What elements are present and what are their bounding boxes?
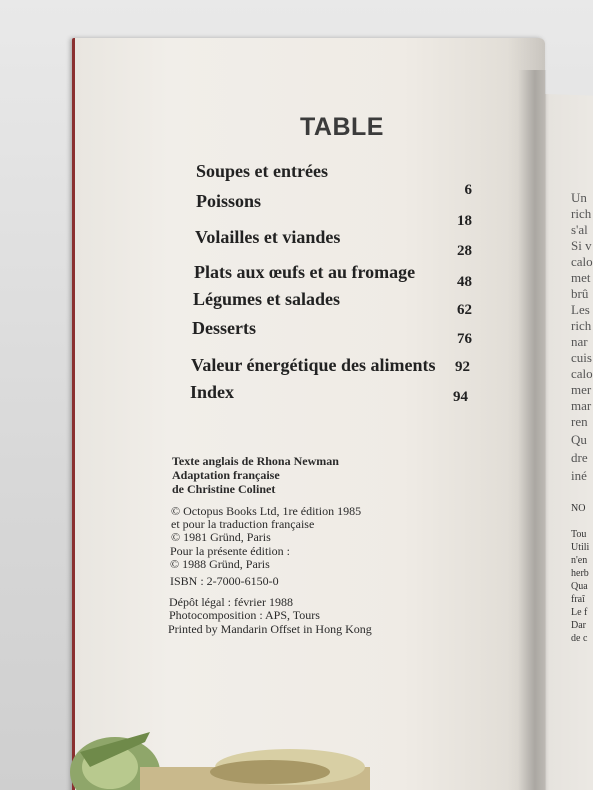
toc-page-number: 28 — [457, 243, 472, 259]
right-page-text: ren — [571, 414, 588, 429]
credit-line: Printed by Mandarin Offset in Hong Kong — [168, 622, 372, 636]
credit-line: © Octopus Books Ltd, 1re édition 1985 — [171, 504, 362, 518]
credit-line: et pour la traduction française — [171, 517, 315, 531]
right-page-text: met — [571, 270, 591, 285]
toc-page-number: 6 — [464, 182, 472, 198]
page-title: TABLE — [300, 113, 384, 141]
right-page-text: iné — [571, 468, 587, 483]
left-page — [72, 38, 545, 790]
right-page-text: mer — [571, 382, 592, 397]
toc-entry: Desserts — [192, 318, 256, 338]
toc-page-number: 92 — [455, 359, 470, 375]
credit-line: © 1981 Gründ, Paris — [171, 530, 271, 544]
right-page-text: Utili — [571, 542, 590, 553]
right-page-text: NO — [571, 503, 586, 514]
toc-page-number: 48 — [457, 274, 472, 290]
right-page-text: n'en — [571, 555, 588, 566]
credit-line: Pour la présente édition : — [170, 544, 290, 558]
right-page-text: s'al — [571, 222, 588, 237]
right-page-text: rich — [571, 318, 592, 333]
right-page-text: Les — [571, 302, 590, 317]
credit-line: Dépôt légal : février 1988 — [169, 595, 293, 609]
right-page-text: Dar — [571, 620, 586, 631]
right-page-text: calo — [571, 366, 593, 381]
toc-entry: Valeur énergétique des aliments — [191, 355, 436, 375]
book-gutter-shadow — [518, 70, 546, 790]
right-page-text: dre — [571, 450, 588, 465]
toc-entry: Index — [190, 382, 235, 402]
right-page-text: rich — [571, 206, 592, 221]
credit-line: © 1988 Gründ, Paris — [170, 557, 270, 571]
right-page-text: Un — [571, 190, 587, 205]
right-page-text: brû — [571, 286, 589, 301]
right-page-text: calo — [571, 254, 593, 269]
credit-line: ISBN : 2-7000-6150-0 — [170, 574, 279, 588]
toc-page-number: 18 — [457, 213, 472, 229]
credit-line: Adaptation française — [172, 468, 280, 482]
right-page-text: de c — [571, 633, 588, 644]
toc-entry: Soupes et entrées — [196, 161, 328, 181]
credit-line: Texte anglais de Rhona Newman — [172, 454, 339, 468]
credit-line: Photocomposition : APS, Tours — [169, 608, 320, 622]
right-page-text: nar — [571, 334, 588, 349]
credit-line: de Christine Colinet — [172, 482, 276, 496]
toc-entry: Poissons — [196, 191, 262, 211]
right-page-text: Tou — [571, 529, 587, 540]
toc-page-number: 76 — [457, 331, 472, 347]
right-page-text: Qua — [571, 581, 588, 592]
food-photo — [70, 712, 370, 790]
toc-entry: Plats aux œufs et au fromage — [194, 262, 416, 282]
right-page-text: mar — [571, 398, 592, 413]
right-page-text: Qu — [571, 432, 587, 447]
right-page-text: Le f — [571, 607, 588, 618]
right-page-text: Si v — [571, 238, 592, 253]
right-page-text: fraî — [571, 594, 585, 605]
right-page-text: cuis — [571, 350, 592, 365]
right-page-text: herb — [571, 568, 589, 579]
toc-page-number: 62 — [457, 302, 472, 318]
toc-page-number: 94 — [453, 389, 468, 405]
toc-entry: Légumes et salades — [193, 289, 340, 309]
toc-entry: Volailles et viandes — [195, 227, 341, 247]
